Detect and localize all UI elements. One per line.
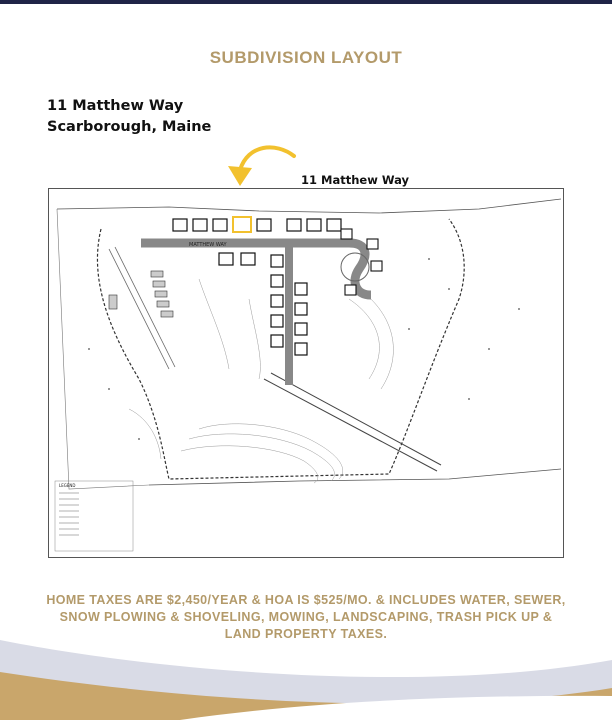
boundary-line-north bbox=[57, 199, 561, 213]
contour-lines bbox=[129, 279, 393, 483]
north-lot-row bbox=[173, 219, 341, 231]
address-city: Scarborough, Maine bbox=[47, 119, 212, 135]
south-lot-row bbox=[219, 253, 255, 265]
west-buildings bbox=[109, 271, 173, 317]
property-address bbox=[47, 96, 211, 138]
matthew-way-road bbox=[141, 243, 371, 295]
legend-block bbox=[55, 481, 133, 551]
top-accent-bar bbox=[0, 0, 612, 4]
hoa-tax-note: HOME TAXES ARE $2,450/YEAR & HOA IS $525/MO. & INCLUDES WATER, SEWER, SNOW PLOWING & SHOVELING, MOWING, LANDSCAPING, TRASH PICK UP & LAND PROPERTY TAXES. bbox=[46, 593, 566, 641]
page-title: SUBDIVISION LAYOUT bbox=[209, 48, 403, 67]
boundary-line-south bbox=[149, 469, 561, 485]
plan-callout-label: 11 Matthew Way bbox=[301, 173, 409, 187]
subdivision-plan-drawing bbox=[48, 188, 564, 558]
legend-title: LEGEND bbox=[59, 483, 76, 488]
road-label: MATTHEW WAY bbox=[189, 242, 227, 248]
address-street: 11 Matthew Way bbox=[47, 98, 184, 114]
site-plan-svg bbox=[49, 189, 563, 557]
access-road-edge bbox=[271, 373, 441, 465]
access-road-edge bbox=[264, 379, 437, 471]
west-road-line bbox=[109, 249, 169, 369]
highlighted-lot bbox=[233, 217, 251, 232]
boundary-line-west bbox=[57, 209, 149, 489]
